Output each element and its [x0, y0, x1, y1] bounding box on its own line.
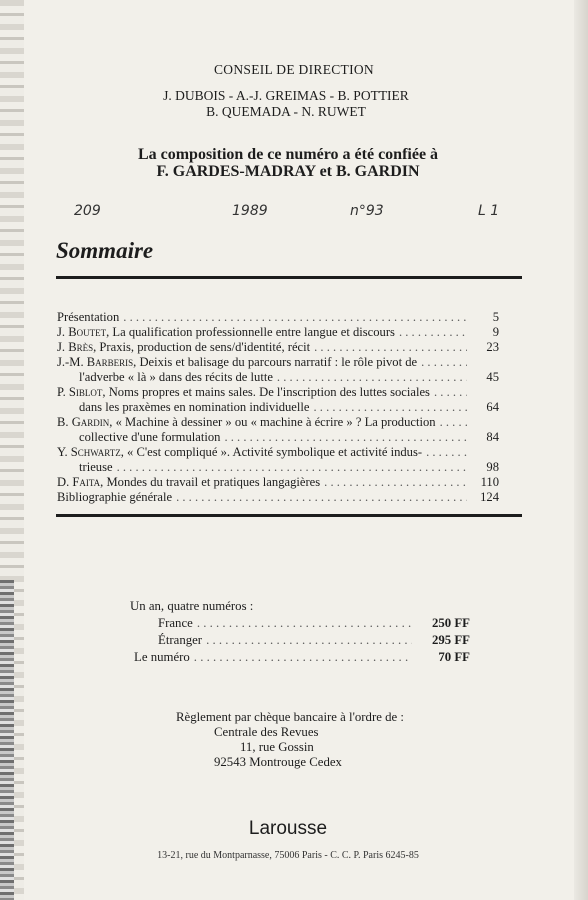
toc-entry-continuation [57, 460, 499, 475]
toc-entry [57, 475, 499, 490]
toc-page-number: 23 [486, 340, 499, 354]
toc-entry-title: Bibliographie générale [57, 490, 173, 504]
toc-entry [57, 310, 499, 325]
composition-line-1: La composition de ce numéro a été confiée à [137, 146, 439, 163]
page-edge-right [574, 0, 588, 900]
subscription-leader-dots [194, 649, 412, 666]
toc-leader-dots [324, 475, 467, 490]
subscription-heading: Un an, quatre numéros : [130, 599, 254, 613]
publisher-logo: Larousse [248, 818, 328, 839]
toc-entry-continuation-text: trieuse [79, 460, 113, 474]
toc-entry [57, 355, 499, 370]
directors-line-1: J. DUBOIS - A.-J. GREIMAS - B. POTTIER [163, 88, 409, 103]
composition-line-2: F. GARDES-MADRAY et B. GARDIN [156, 163, 420, 180]
toc-entry-author: J. Brès [57, 340, 94, 354]
subscription-leader-dots [197, 615, 412, 632]
toc-entry-continuation-text: dans les praxèmes en nomination individuelle [79, 400, 310, 414]
toc-entry-author: D. Faita [57, 475, 101, 489]
toc-entry-title: , Noms propres et mains sales. De l'inscription des luttes sociales [102, 385, 430, 399]
bottom-rule [56, 514, 522, 517]
toc-entry-title: , Mondes du travail et pratiques langagières [100, 475, 321, 489]
toc-entry-continuation [57, 400, 499, 415]
toc-entry-text [57, 445, 422, 460]
table-of-contents [57, 310, 499, 505]
subscription-row [130, 632, 470, 649]
handwritten-note-1: 209 [74, 203, 101, 219]
toc-page-number: 84 [486, 430, 499, 444]
toc-leader-dots [399, 325, 467, 340]
subscription-price: 250 FF [431, 616, 470, 630]
payment-line-1: Règlement par chèque bancaire à l'ordre de : [176, 710, 404, 724]
toc-entry-text [57, 475, 320, 490]
toc-entry-author: Y. Schwartz [57, 445, 121, 459]
summary-title: Sommaire [56, 238, 154, 263]
handwritten-note-3: n°93 [350, 203, 384, 219]
page-edge-left [0, 0, 24, 900]
toc-entry [57, 445, 499, 460]
handwritten-note-4: L 1 [478, 203, 500, 219]
toc-leader-dots [123, 310, 467, 325]
subscription-price: 295 FF [431, 633, 470, 647]
toc-page-number: 124 [480, 490, 499, 504]
toc-entry [57, 340, 499, 355]
toc-page-number: 9 [492, 325, 499, 339]
toc-entry-author: B. Gardin [57, 415, 110, 429]
toc-entry-text [57, 385, 430, 400]
toc-page-number: 64 [486, 400, 499, 414]
toc-leader-dots [277, 370, 467, 385]
toc-entry-text [57, 325, 395, 340]
toc-leader-dots [421, 355, 467, 370]
toc-entry [57, 415, 499, 430]
toc-leader-dots [426, 445, 467, 460]
toc-leader-dots [117, 460, 467, 475]
toc-entry-text [57, 340, 310, 355]
subscription-leader-dots [206, 632, 412, 649]
toc-entry-continuation [57, 430, 499, 445]
toc-entry-text [57, 310, 119, 325]
payment-block [176, 710, 404, 770]
toc-entry-title: Présentation [57, 310, 120, 324]
toc-entry-continuation-text: collective d'une formulation [79, 430, 221, 444]
toc-entry-text [57, 355, 417, 370]
toc-leader-dots [440, 415, 467, 430]
toc-entry-author: J.-M. Barberis [57, 355, 134, 369]
subscription-label: France [158, 616, 193, 630]
toc-leader-dots [434, 385, 467, 400]
toc-page-number: 98 [486, 460, 499, 474]
toc-leader-dots [313, 400, 467, 415]
toc-entry-title: , Deixis et balisage du parcours narratif : le rôle pivot de [133, 355, 418, 369]
handwritten-note-2: 1989 [232, 203, 268, 219]
payment-line-3: 11, rue Gossin [240, 740, 314, 754]
toc-entry-title: , « Machine à dessiner » ou « machine à écrire » ? La production [109, 415, 436, 429]
toc-entry-text [57, 490, 172, 505]
directors-line-2: B. QUEMADA - N. RUWET [206, 104, 366, 119]
subscription-label: Le numéro [134, 650, 190, 664]
board-title: CONSEIL DE DIRECTION [214, 62, 374, 77]
toc-entry-title: , Praxis, production de sens/d'identité, récit [93, 340, 311, 354]
toc-entry-author: J. Boutet [57, 325, 107, 339]
payment-line-4: 92543 Montrouge Cedex [214, 755, 342, 769]
subscription-block [130, 598, 470, 666]
toc-entry-author: P. Siblot [57, 385, 103, 399]
toc-entry-continuation-text: l'adverbe « là » dans des récits de lutte [79, 370, 273, 384]
subscription-label: Étranger [158, 633, 203, 647]
top-rule [56, 276, 522, 279]
toc-leader-dots [224, 430, 467, 445]
subscription-row [130, 615, 470, 632]
toc-leader-dots [176, 490, 467, 505]
toc-page-number: 5 [492, 310, 499, 324]
toc-entry-text [57, 415, 436, 430]
publisher-address: 13-21, rue du Montparnasse, 75006 Paris - C. C. P. Paris 6245-85 [157, 850, 419, 861]
subscription-row [130, 649, 470, 666]
toc-entry-title: , « C'est compliqué ». Activité symbolique et activité indus- [120, 445, 423, 459]
toc-page-number: 110 [480, 475, 499, 489]
toc-entry-title: , La qualification professionnelle entre langue et discours [106, 325, 395, 339]
toc-entry-continuation [57, 370, 499, 385]
toc-page-number: 45 [486, 370, 499, 384]
toc-entry [57, 490, 499, 505]
toc-entry [57, 325, 499, 340]
toc-leader-dots [314, 340, 467, 355]
subscription-price: 70 FF [438, 650, 470, 664]
payment-line-2: Centrale des Revues [214, 725, 319, 739]
toc-entry [57, 385, 499, 400]
